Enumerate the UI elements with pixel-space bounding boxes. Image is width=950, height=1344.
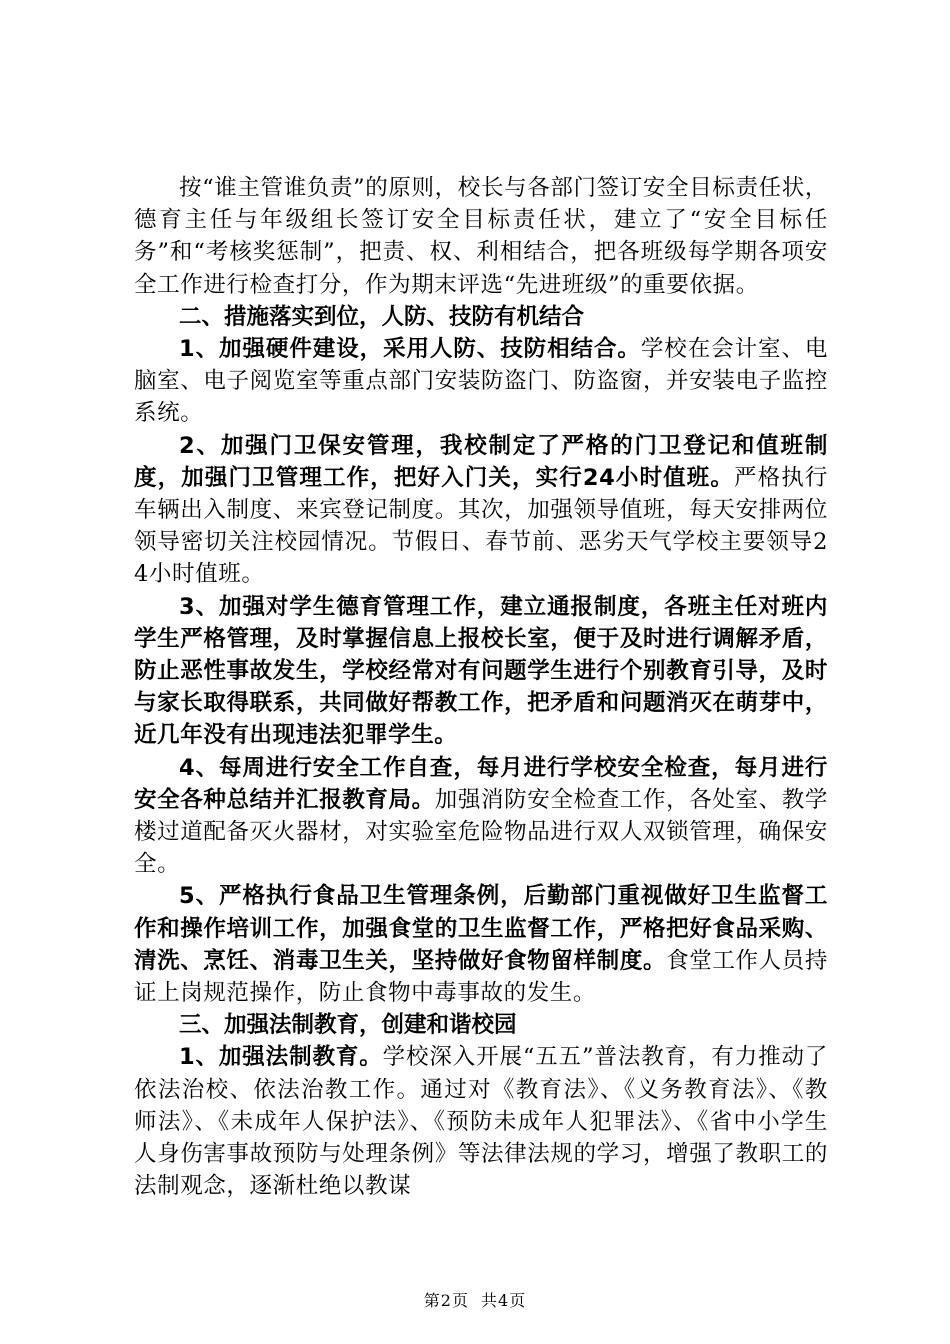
paragraph-moral-education (134, 591, 828, 752)
paragraph-text: 严格执行车辆出入制度、来宾登记制度。其次，加强领导值班，每天安排两位领导密切关注校园情况。节假日、春节前、恶劣天气学校主要领导24小时值班。 (134, 464, 828, 588)
page-number: 第2页 (423, 1291, 469, 1310)
paragraph-text: 加强消防安全检查工作，各处室、教学楼过道配备灭火器材，对实验室危险物品进行双人双锁管理，确保安全。 (134, 786, 828, 878)
paragraph-lead: 2、加强门卫保安管理，我校制定了严格的门卫登记和值班制度，加强门卫管理工作，把好入门关，实行24小时值班。 (134, 432, 828, 491)
paragraph-text: 学校在会计室、电脑室、电子阅览室等重点部门安装防盗门、防盗窗，并安装电子监控系统。 (134, 336, 829, 427)
paragraph-inspection (134, 752, 828, 881)
document-body (134, 172, 828, 1203)
paragraph-text: 学校深入开展“五五”普法教育，有力推动了依法治校、依法治教工作。通过对《教育法》、《义务教育法》、《教师法》、《未成年人保护法》、《预防未成年人犯罪法》、《省中小学生人身伤害事故预防与处理条例》等法律法规的学习，增强了教职工的法制观念，逐渐杜绝以教谋 (134, 1044, 828, 1200)
page-footer (0, 1288, 950, 1311)
paragraph-lead: 1、加强硬件建设，采用人防、技防相结合。 (179, 336, 641, 363)
page-total: 共4页 (481, 1291, 527, 1310)
paragraph-text: 食堂工作人员持证上岗规范操作，防止食物中毒事故的发生。 (134, 947, 828, 1007)
paragraph-lead: 3、加强对学生德育管理工作，建立通报制度，各班主任对班内学生严格管理，及时掌握信息上报校长室，便于及时进行调解矛盾，防止恶性事故发生，学校经常对有问题学生进行个别教育引导，及时与家长取得联系，共同做好帮教工作，把矛盾和问题消灭在萌芽中，近几年没有出现违法犯罪学生。 (134, 593, 828, 749)
paragraph-hardware (134, 333, 828, 430)
paragraph-lead: 1、加强法制教育。 (179, 1044, 383, 1071)
paragraph-legal-education (134, 1041, 828, 1202)
paragraph-text: 按“谁主管谁负责”的原则，校长与各部门签订安全目标责任状，德育主任与年级组长签订安全目标责任状，建立了“安全目标任务”和“考核奖惩制”，把责、权、利相结合，把各班级每学期各项安全工作进行检查打分，作为期末评选“先进班级”的重要依据。 (134, 175, 828, 298)
paragraph-lead: 4、每周进行安全工作自查，每月进行学校安全检查，每月进行安全各种总结并汇报教育局。 (134, 754, 828, 813)
paragraph-food-safety (134, 880, 828, 1009)
section-heading-2: 二、措施落实到位，人防、技防有机结合 (179, 303, 585, 330)
paragraph-lead: 5、严格执行食品卫生管理条例，后勤部门重视做好卫生监督工作和操作培训工作，加强食堂的卫生监督工作，严格把好食品采购、清洗、烹饪、消毒卫生关，坚持做好食物留样制度。 (134, 883, 828, 974)
paragraph-responsibility (134, 172, 828, 301)
section-heading-3: 三、加强法制教育，创建和谐校园 (179, 1012, 517, 1039)
paragraph-guard (134, 430, 828, 591)
